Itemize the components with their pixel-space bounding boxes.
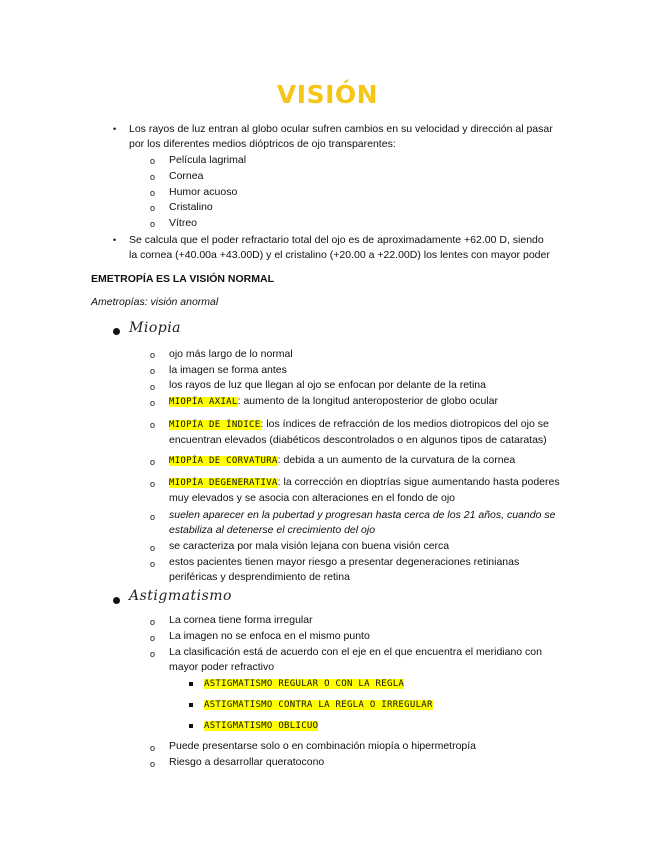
circle-bullet: o xyxy=(150,617,156,627)
circle-bullet: o xyxy=(150,479,156,489)
miopia-item-italic: suelen aparecer en la pubertad y progresan hasta cerca de los 21 años, cuando se xyxy=(169,509,556,521)
miopia-item-continuation: encuentran elevados (diabéticos descontrolados o en algunos tipos de cataratas) xyxy=(169,434,547,446)
intro-paragraph2-line-1: Se calcula que el poder refractario total del ojo es de aproximadamente +62.00 D, siendo xyxy=(129,234,544,246)
square-bullet xyxy=(189,703,193,707)
miopia-item: la imagen se forma antes xyxy=(169,364,287,376)
circle-bullet: o xyxy=(150,512,156,522)
circle-bullet: o xyxy=(150,188,156,198)
circle-bullet: o xyxy=(150,382,156,392)
intro-paragraph2-line-2: la cornea (+40.00a +43.00D) y el cristalino (+20.00 a +22.00D) los lentes con mayor poder xyxy=(129,249,550,261)
media-item: Cornea xyxy=(169,170,204,182)
circle-bullet: o xyxy=(150,743,156,753)
media-item: Película lagrimal xyxy=(169,154,247,166)
circle-bullet: o xyxy=(150,633,156,643)
miopia-label: MIOPÍA DE ÍNDICE xyxy=(169,420,261,430)
miopia-item: ojo más largo de lo normal xyxy=(169,348,293,360)
astigmatismo-type: ASTIGMATISMO REGULAR O CON LA REGLA xyxy=(204,679,405,689)
intro-paragraph-line-1: Los rayos de luz entran al globo ocular sufren cambios en su velocidad y dirección al pasar xyxy=(129,123,553,135)
ametropia-line: Ametropías: visión anormal xyxy=(91,296,219,308)
miopia-label: MIOPÍA DEGENERATIVA xyxy=(169,478,278,488)
emetropia-heading: EMETROPÍA ES LA VISIÓN NORMAL xyxy=(91,273,274,285)
miopia-label: MIOPÍA DE CORVATURA xyxy=(169,456,278,466)
media-item: Cristalino xyxy=(169,201,213,213)
square-bullet xyxy=(189,724,193,728)
circle-bullet: o xyxy=(150,219,156,229)
miopia-item-indice: MIOPÍA DE ÍNDICE: los índices de refracción de los medios diotropicos del ojo se xyxy=(169,418,549,430)
circle-bullet: o xyxy=(150,203,156,213)
miopia-label: MIOPÍA AXIAL xyxy=(169,397,238,407)
miopia-heading: Miopia xyxy=(129,320,182,336)
astigmatismo-item: La clasificación está de acuerdo con el eje en el que encuentra el meridiano con xyxy=(169,646,542,658)
astigmatismo-type: ASTIGMATISMO OBLICUO xyxy=(204,721,319,731)
miopia-item: estos pacientes tienen mayor riesgo a presentar degeneraciones retinianas xyxy=(169,556,520,568)
astigmatismo-item: La cornea tiene forma irregular xyxy=(169,614,313,626)
miopia-item-italic-continuation: estabiliza al detenerse el crecimiento del ojo xyxy=(169,524,376,536)
square-bullet xyxy=(189,682,193,686)
astigmatismo-heading: Astigmatismo xyxy=(129,588,232,604)
circle-bullet: o xyxy=(150,398,156,408)
circle-bullet: o xyxy=(150,559,156,569)
bullet: • xyxy=(113,235,117,245)
circle-bullet: o xyxy=(150,420,156,430)
circle-bullet: o xyxy=(150,649,156,659)
astigmatismo-type: ASTIGMATISMO CONTRA LA REGLA O IRREGULAR xyxy=(204,700,433,710)
circle-bullet: o xyxy=(150,543,156,553)
miopia-item: los rayos de luz que llegan al ojo se enfocan por delante de la retina xyxy=(169,379,486,391)
astigmatismo-item: Riesgo a desarrollar queratocono xyxy=(169,756,325,768)
miopia-item: se caracteriza por mala visión lejana con buena visión cerca xyxy=(169,540,450,552)
astigmatismo-item: La imagen no se enfoca en el mismo punto xyxy=(169,630,370,642)
astigmatismo-item: Puede presentarse solo o en combinación miopía o hipermetropía xyxy=(169,740,477,752)
circle-bullet: o xyxy=(150,366,156,376)
bullet: • xyxy=(113,124,117,134)
circle-bullet: o xyxy=(150,172,156,182)
circle-bullet: o xyxy=(150,156,156,166)
page-title: VISIÓN xyxy=(276,80,379,109)
astigmatismo-item-continuation: mayor poder refractivo xyxy=(169,661,275,673)
circle-bullet: o xyxy=(150,759,156,769)
media-item: Humor acuoso xyxy=(169,186,238,198)
intro-paragraph-line-2: por los diferentes medios dióptricos de ojo transparentes: xyxy=(129,138,396,150)
circle-bullet: o xyxy=(150,350,156,360)
miopia-item-curvatura: MIOPÍA DE CORVATURA: debida a un aumento de la curvatura de la cornea xyxy=(169,454,516,466)
bullet-dot xyxy=(113,597,120,604)
circle-bullet: o xyxy=(150,457,156,467)
miopia-item-axial: MIOPÍA AXIAL: aumento de la longitud anteroposterior de globo ocular xyxy=(169,395,498,407)
media-item: Vítreo xyxy=(169,217,198,229)
miopia-item-continuation: muy elevados y se asocia con alteraciones en el fondo de ojo xyxy=(169,492,456,504)
bullet-dot xyxy=(113,328,120,335)
miopia-item-continuation: periféricas y desprendimiento de retina xyxy=(169,571,350,583)
miopia-item-degenerativa: MIOPÍA DEGENERATIVA: la corrección en dioptrías sigue aumentando hasta poderes xyxy=(169,476,560,488)
